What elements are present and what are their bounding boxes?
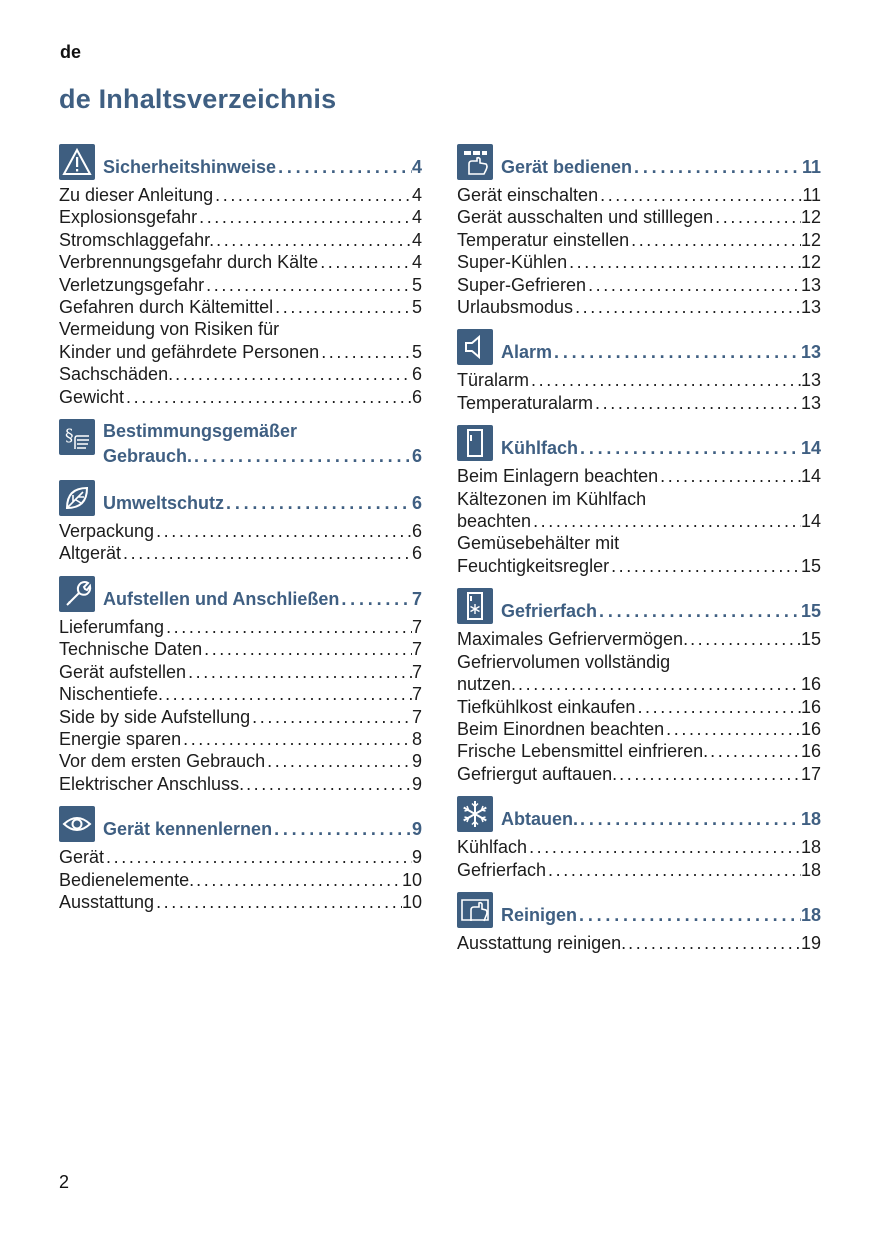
entry-page: 6 xyxy=(411,364,422,385)
toc-column-left xyxy=(59,144,422,924)
entry-page: 4 xyxy=(411,229,422,250)
entry-page: 6 xyxy=(411,386,422,407)
dot-leader xyxy=(318,251,412,273)
toc-entry-verletzungsgefahr[interactable] xyxy=(59,274,422,296)
section-title-label: Sicherheitshinweise xyxy=(103,157,277,177)
entry-label: Kühlfach xyxy=(457,837,528,858)
toc-entry-gefriergut-auftauen[interactable] xyxy=(457,763,821,785)
entry-label: Ausstattung reinigen. xyxy=(457,932,627,953)
entry-page: 14 xyxy=(800,511,821,532)
dot-leader xyxy=(154,891,402,913)
entry-label: Stromschlaggefahr. xyxy=(59,229,215,250)
entry-page: 5 xyxy=(411,274,422,295)
section-title-label: Gerät bedienen xyxy=(501,157,633,177)
toc-section-geraet-bedienen xyxy=(457,144,821,318)
dot-leader xyxy=(173,363,412,385)
toc-entry-geraet-ausschalten-und-stilllegen[interactable] xyxy=(457,206,821,228)
entry-page: 12 xyxy=(800,229,821,250)
dot-leader xyxy=(529,369,801,391)
section-title-page: 14 xyxy=(800,438,821,459)
dot-leader xyxy=(516,673,801,695)
entry-label: Gefahren durch Kältemittel xyxy=(59,297,274,318)
dot-leader xyxy=(688,628,801,650)
entry-label: Vor dem ersten Gebrauch xyxy=(59,751,266,772)
entry-label: Gerät xyxy=(59,847,105,868)
toc-entry-beim-einlagern-beachten[interactable] xyxy=(457,465,821,487)
section-heading[interactable] xyxy=(457,892,821,928)
entry-label: nutzen. xyxy=(457,674,517,695)
entry-page: 10 xyxy=(401,869,422,890)
dot-leader xyxy=(197,206,412,228)
section-title-page: 18 xyxy=(800,809,821,830)
dot-leader xyxy=(276,155,412,180)
toc-entry-gefrierfach[interactable] xyxy=(457,859,821,881)
eye-icon xyxy=(59,806,95,842)
entry-page: 16 xyxy=(800,741,821,762)
dot-leader xyxy=(339,587,412,612)
entry-page: 11 xyxy=(802,185,821,205)
entry-page: 6 xyxy=(411,543,422,564)
dot-leader xyxy=(635,696,801,718)
cleaning-hand-icon xyxy=(457,892,493,928)
dot-leader xyxy=(213,184,412,206)
entry-page: 7 xyxy=(411,661,422,682)
entry-label: Technische Daten xyxy=(59,639,203,660)
section-title-label: Umweltschutz xyxy=(103,493,225,514)
toc-entry-gewicht[interactable] xyxy=(59,386,422,408)
toc-entry-kuehlfach[interactable] xyxy=(457,836,821,858)
entry-page: 16 xyxy=(800,674,821,695)
entry-label: Lieferumfang xyxy=(59,616,165,637)
entry-page: 12 xyxy=(800,207,821,228)
entry-page: 10 xyxy=(401,891,422,912)
entry-page: 9 xyxy=(411,847,422,868)
toc-entry-verbrennungsgefahr-durch-kaelte[interactable] xyxy=(59,251,422,273)
dot-leader xyxy=(713,206,801,228)
entry-page: 13 xyxy=(800,392,821,413)
entry-label: Gerät aufstellen xyxy=(59,661,187,682)
paragraph-hand-icon xyxy=(59,419,95,455)
toc-section-abtauen xyxy=(457,796,821,881)
entry-label: Beim Einordnen beachten xyxy=(457,718,665,739)
dot-leader xyxy=(586,274,801,296)
page-title: de Inhaltsverzeichnis xyxy=(59,84,337,114)
entry-label: Türalarm xyxy=(457,370,530,391)
entry-label: Beim Einlagern beachten xyxy=(457,466,659,487)
section-heading[interactable] xyxy=(59,806,422,842)
dot-leader xyxy=(546,859,801,881)
toc-entry-tueralarm[interactable] xyxy=(457,369,821,391)
toc-column-right xyxy=(457,144,821,965)
toc-entry-explosionsgefahr[interactable] xyxy=(59,206,422,228)
dot-leader xyxy=(658,465,801,487)
dot-leader xyxy=(272,817,412,842)
entry-label: Tiefkühlkost einkaufen xyxy=(457,696,636,717)
dot-leader xyxy=(121,542,412,564)
toc-entry-verpackung[interactable] xyxy=(59,520,422,542)
dot-leader xyxy=(626,932,801,954)
dot-leader xyxy=(552,340,801,365)
toc-entry-zu-dieser-anleitung[interactable] xyxy=(59,184,422,206)
section-title-page: 6 xyxy=(411,493,422,514)
entry-label: Super-Gefrieren xyxy=(457,274,587,295)
entry-label: Kinder und gefährdete Personen xyxy=(59,341,320,362)
toc-section-reinigen xyxy=(457,892,821,954)
dot-leader xyxy=(567,251,801,273)
toc-entry-gefriervolumen-vollstaendig-nutzen[interactable] xyxy=(457,651,821,696)
warning-icon xyxy=(59,144,95,180)
section-title-label: Gefrierfach xyxy=(501,601,598,622)
entry-label-line1: Gefriervolumen vollständig xyxy=(457,651,671,672)
section-title-label: Kühlfach xyxy=(501,438,579,459)
snowflake-icon xyxy=(457,796,493,832)
toc-section-umweltschutz xyxy=(59,480,422,565)
section-title-label: Reinigen xyxy=(501,904,578,925)
dot-leader xyxy=(273,296,412,318)
section-title-label: Gerät kennenlernen xyxy=(103,819,273,840)
section-heading[interactable] xyxy=(59,480,422,516)
dot-leader xyxy=(154,520,412,542)
entry-page: 7 xyxy=(411,639,422,660)
section-title-label: Aufstellen und Anschließen xyxy=(103,588,340,609)
entry-page: 7 xyxy=(411,706,422,727)
toc-entry-ausstattung-reinigen[interactable] xyxy=(457,932,821,954)
dot-leader xyxy=(163,683,412,705)
entry-label: Verbrennungsgefahr durch Kälte xyxy=(59,252,319,273)
wrench-icon xyxy=(59,576,95,612)
entry-label: Verpackung xyxy=(59,521,155,542)
section-heading[interactable] xyxy=(457,425,821,461)
dot-leader xyxy=(527,836,801,858)
toc-entry-vermeidung-von-risiken-fuer-kinder-und-gefaehrdete-personen[interactable] xyxy=(59,318,422,363)
entry-page: 8 xyxy=(411,728,422,749)
toc-entry-temperatur-einstellen[interactable] xyxy=(457,229,821,251)
hand-controls-icon xyxy=(457,144,493,180)
dot-leader xyxy=(192,444,412,469)
dot-leader xyxy=(224,491,412,516)
toc-entry-beim-einordnen-beachten[interactable] xyxy=(457,718,821,740)
toc-section-geraet-kennenlernen xyxy=(59,806,422,913)
toc-section-gefrierfach xyxy=(457,588,821,785)
toc-section-alarm xyxy=(457,329,821,414)
toc-entry-bedienelemente[interactable] xyxy=(59,869,422,891)
entry-label: Explosionsgefahr xyxy=(59,207,198,228)
dot-leader xyxy=(609,555,801,577)
toc-entry-technische-daten[interactable] xyxy=(59,638,422,660)
dot-leader xyxy=(204,274,412,296)
dot-leader xyxy=(214,229,412,251)
toc-entry-vor-dem-ersten-gebrauch[interactable] xyxy=(59,750,422,772)
dot-leader xyxy=(181,728,412,750)
entry-label: Gerät ausschalten und stilllegen xyxy=(457,207,714,228)
entry-label-line1: Gemüsebehälter mit xyxy=(457,533,620,554)
toc-entry-nischentiefe[interactable] xyxy=(59,683,422,705)
leaf-icon xyxy=(59,480,95,516)
entry-page: 4 xyxy=(411,185,422,205)
dot-leader xyxy=(104,846,412,868)
entry-label: Verletzungsgefahr xyxy=(59,274,205,295)
section-heading[interactable] xyxy=(59,144,422,180)
toc-entry-urlaubsmodus[interactable] xyxy=(457,296,821,318)
entry-label: Nischentiefe. xyxy=(59,684,164,705)
section-heading[interactable] xyxy=(457,329,821,365)
entry-label: Ausstattung xyxy=(59,891,155,912)
entry-label: Temperaturalarm xyxy=(457,392,594,413)
dot-leader xyxy=(597,599,801,624)
entry-label-line1: Kältezonen im Kühlfach xyxy=(457,488,647,509)
entry-page: 5 xyxy=(411,297,422,318)
entry-page: 16 xyxy=(800,718,821,739)
entry-page: 18 xyxy=(800,859,821,880)
entry-page: 15 xyxy=(800,555,821,576)
entry-page: 18 xyxy=(800,837,821,858)
entry-page: 19 xyxy=(800,932,821,953)
entry-label: Maximales Gefriervermögen. xyxy=(457,629,689,650)
page-number: 2 xyxy=(59,1172,70,1192)
toc-entry-energie-sparen[interactable] xyxy=(59,728,422,750)
speaker-icon xyxy=(457,329,493,365)
dot-leader xyxy=(164,616,412,638)
dot-leader xyxy=(593,392,801,414)
toc-section-aufstellen-und-anschliessen xyxy=(59,576,422,795)
entry-label: beachten xyxy=(457,511,532,532)
section-title-label: Alarm xyxy=(501,342,553,363)
toc-entry-super-kuehlen[interactable] xyxy=(457,251,821,273)
entry-label: Gerät einschalten xyxy=(457,185,599,205)
entry-page: 14 xyxy=(800,466,821,487)
entry-label: Elektrischer Anschluss. xyxy=(59,773,245,794)
section-title-page: 9 xyxy=(411,819,422,840)
toc-entry-temperaturalarm[interactable] xyxy=(457,392,821,414)
entry-page: 4 xyxy=(411,252,422,273)
toc-entry-stromschlaggefahr[interactable] xyxy=(59,229,422,251)
toc-entry-tiefkuehlkost-einkaufen[interactable] xyxy=(457,696,821,718)
freezer-icon xyxy=(457,588,493,624)
toc-entry-kaeltezonen-im-kuehlfach-beachten[interactable] xyxy=(457,488,821,533)
entry-label: Frische Lebensmittel einfrieren. xyxy=(457,741,709,762)
entry-label: Bedienelemente. xyxy=(59,869,195,890)
entry-label: Side by side Aufstellung xyxy=(59,706,251,727)
section-title-page: 18 xyxy=(800,904,821,925)
entry-page: 17 xyxy=(800,763,821,784)
section-title-page: 11 xyxy=(801,157,821,177)
entry-label: Gefriergut auftauen. xyxy=(457,763,618,784)
dot-leader xyxy=(194,869,402,891)
entry-label: Altgerät xyxy=(59,543,122,564)
toc-entry-maximales-gefriervermoegen[interactable] xyxy=(457,628,821,650)
dot-leader xyxy=(250,706,412,728)
entry-label: Sachschäden. xyxy=(59,364,174,385)
entry-page: 9 xyxy=(411,773,422,794)
section-title-label: Gebrauch. xyxy=(103,446,193,467)
section-title-line1: Bestimmungsgemäßer xyxy=(103,421,298,442)
toc-entry-gefahren-durch-kaeltemittel[interactable] xyxy=(59,296,422,318)
section-title-page: 15 xyxy=(800,601,821,622)
section-heading[interactable] xyxy=(59,576,422,612)
dot-leader xyxy=(202,638,412,660)
toc-entry-geraet[interactable] xyxy=(59,846,422,868)
dot-leader xyxy=(577,903,801,928)
toc-section-bestimmungsgemaesser xyxy=(59,419,422,469)
dot-leader xyxy=(632,155,802,180)
dot-leader xyxy=(629,229,801,251)
entry-label: Zu dieser Anleitung xyxy=(59,185,214,205)
entry-label-line1: Vermeidung von Risiken für xyxy=(59,319,280,340)
entry-page: 15 xyxy=(800,629,821,650)
entry-label: Temperatur einstellen xyxy=(457,229,630,250)
entry-page: 5 xyxy=(411,341,422,362)
toc-section-sicherheitshinweise xyxy=(59,144,422,408)
language-code: de xyxy=(60,42,82,62)
dot-leader xyxy=(531,510,801,532)
dot-leader xyxy=(708,740,801,762)
dot-leader xyxy=(186,661,412,683)
toc-entry-geraet-einschalten[interactable] xyxy=(457,184,821,206)
section-heading[interactable] xyxy=(457,588,821,624)
dot-leader xyxy=(244,773,412,795)
toc-entry-side-by-side-aufstellung[interactable] xyxy=(59,706,422,728)
entry-label: Energie sparen xyxy=(59,728,182,749)
entry-page: 9 xyxy=(411,751,422,772)
entry-page: 13 xyxy=(800,274,821,295)
toc-section-kuehlfach xyxy=(457,425,821,577)
section-title-page: 6 xyxy=(411,446,422,467)
entry-label: Gefrierfach xyxy=(457,859,547,880)
entry-page: 12 xyxy=(800,252,821,273)
svg-text:§: § xyxy=(65,426,74,447)
entry-page: 7 xyxy=(411,616,422,637)
section-title-page: 13 xyxy=(800,342,821,363)
dot-leader xyxy=(124,386,412,408)
toc-entry-ausstattung[interactable] xyxy=(59,891,422,913)
dot-leader xyxy=(319,341,412,363)
toc-entry-elektrischer-anschluss[interactable] xyxy=(59,773,422,795)
section-title-label: Abtauen. xyxy=(501,809,579,830)
entry-page: 13 xyxy=(800,370,821,391)
entry-page: 13 xyxy=(800,297,821,318)
entry-label: Super-Kühlen xyxy=(457,252,568,273)
dot-leader xyxy=(578,436,801,461)
toc-entry-lieferumfang[interactable] xyxy=(59,616,422,638)
dot-leader xyxy=(265,750,412,772)
entry-label: Gewicht xyxy=(59,386,125,407)
entry-page: 16 xyxy=(800,696,821,717)
toc-entry-super-gefrieren[interactable] xyxy=(457,274,821,296)
section-title-page: 4 xyxy=(411,157,422,177)
entry-label: Urlaubsmodus xyxy=(457,297,574,318)
fridge-icon xyxy=(457,425,493,461)
dot-leader xyxy=(598,184,802,206)
toc-entry-frische-lebensmittel-einfrieren[interactable] xyxy=(457,740,821,762)
entry-label: Feuchtigkeitsregler xyxy=(457,555,610,576)
section-title-page: 7 xyxy=(411,588,422,609)
dot-leader xyxy=(664,718,801,740)
toc-entry-sachschaeden[interactable] xyxy=(59,363,422,385)
entry-page: 6 xyxy=(411,521,422,542)
toc-entry-altgeraet[interactable] xyxy=(59,542,422,564)
section-heading[interactable] xyxy=(59,419,422,469)
dot-leader xyxy=(573,296,801,318)
dot-leader xyxy=(617,763,801,785)
toc-entry-gemuesebehaelter-mit-feuchtigkeitsregler[interactable] xyxy=(457,532,821,577)
toc-entry-geraet-aufstellen[interactable] xyxy=(59,661,422,683)
section-heading[interactable] xyxy=(457,144,821,180)
section-heading[interactable] xyxy=(457,796,821,832)
entry-page: 4 xyxy=(411,207,422,228)
entry-page: 7 xyxy=(411,684,422,705)
dot-leader xyxy=(578,807,801,832)
